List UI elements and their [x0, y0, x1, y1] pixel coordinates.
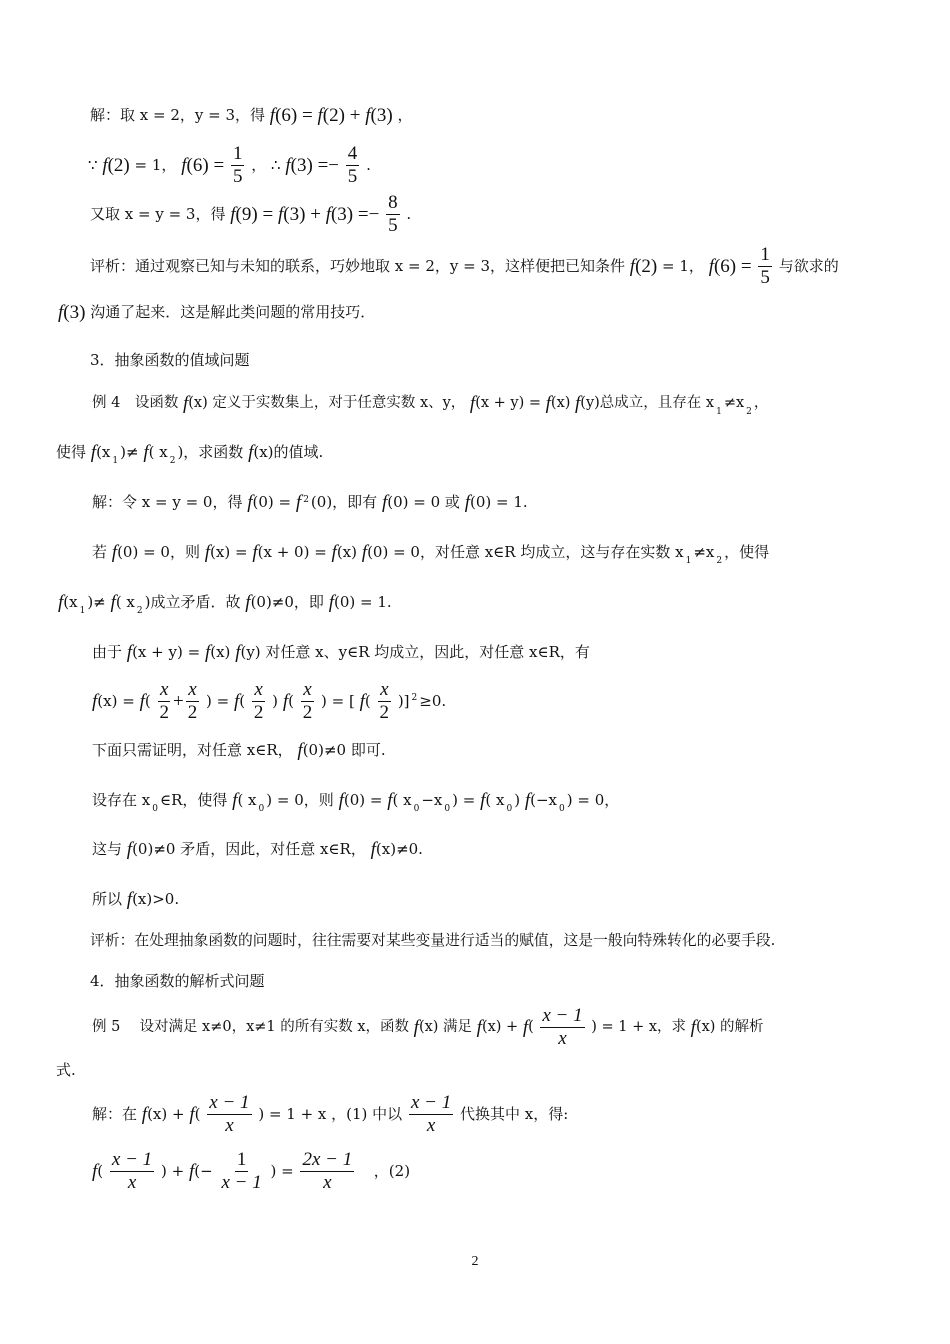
comment-line-1: 评析：通过观察已知与未知的联系，巧妙地取 x = 2，y = 3，这样便把已知条件 f(2) = 1， f(6) = $\frac{1}{5}$ 与欲求的: [90, 244, 839, 288]
page-number: 2: [471, 1254, 479, 1269]
fraction-one-fifth-2: $\frac{1}{5}$: [760, 244, 770, 288]
fraction-four-fifths: $\frac{4}{5}$: [347, 143, 358, 187]
since-line-2: 由于 f(x + y) = f(x) f(y) 对任意 x、y∈R 均成立，因此，对任意 x∈R，有: [92, 642, 590, 663]
example-4-line-1: 例 4 设函数 f(x) 定义于实数集上，对于任意实数 x、y， f(x + y) = f(x) f(y)总成立，且存在 x1≠x2，: [92, 393, 769, 417]
example-5-line-1: 例 5 设对满足 x≠0，x≠1 的所有实数 x，函数 f(x) 满足 f(x) + f( $\frac{x - 1}{x}$ ) = 1 + x，求 f(x) 的解析: [92, 1005, 764, 1049]
comment-line-3: 评析：在处理抽象函数的问题时，往往需要对某些变量进行适当的赋值，这是一般向特殊转化的必要手段.: [90, 932, 776, 949]
example-5-line-2: 式.: [56, 1060, 76, 1079]
section-3-heading: 3．抽象函数的值域问题: [90, 350, 250, 369]
fraction-x-minus-1-over-x: $\frac{x - 1}{x}$: [542, 1005, 583, 1049]
solution-line-1: 解：取 x = 2，y = 3，得 f(6) = f(2) + f(3) ，: [90, 105, 413, 126]
solution-4-line: 解：令 x = y = 0，得 f(0) = f 2 (0)，即有 f(0) = 0 或 f(0) = 1.: [92, 492, 528, 513]
need-to-prove-line: 下面只需证明，对任意 x∈R， f(0)≠0 即可.: [92, 740, 386, 761]
exist-line: 设存在 x 0 ∈R，使得 f( x 0 ) = 0，则 f(0) = f( x 0 −x 0 ) = f( x 0 ) f(−x 0 ) = 0，: [92, 790, 620, 814]
contradiction-line: 这与 f(0)≠0 矛盾，因此，对任意 x∈R， f(x)≠0.: [92, 839, 423, 860]
case-zero-line-2: f(x 1 )≠ f( x 2 )成立矛盾．故 f(0)≠0，即 f(0) = 1.: [58, 592, 392, 616]
comment-line-2: f(3) 沟通了起来．这是解此类问题的常用技巧．: [58, 302, 376, 323]
fraction-eight-fifths: $\frac{8}{5}$: [388, 192, 398, 236]
square-identity-line: f(x) = f( $\frac{x}{2}$ + $\frac{x}{2}$ ) = f( $\frac{x}{2}$ ) f( $\frac{x}{2}$ ) = [ f( $\frac{x}{2}$ )] 2 ≥0.: [92, 679, 447, 723]
conclusion-line: 所以 f(x)>0.: [92, 889, 180, 910]
since-line: ∵ f(2) = 1， f(6) = $\frac{1}{5}$ ， ∴ f(3) =− $\frac{4}{5}$ .: [88, 143, 371, 187]
equation-2-line: f( $\frac{x - 1}{x}$ ) + f(− $\frac{1}{x - 1}$ ) = $\frac{2x - 1}{x}$ ，(2): [92, 1149, 411, 1193]
case-zero-line-1: 若 f(0) = 0，则 f(x) = f(x + 0) = f(x) f(0) = 0，对任意 x∈R 均成立，这与存在实数 x 1≠x 2 ，使得: [92, 542, 770, 566]
section-4-heading: 4．抽象函数的解析式问题: [90, 971, 265, 990]
solution-5-line: 解：在 f(x) + f( $\frac{x - 1}{x}$ ) = 1 + x ，(1) 中以 $\frac{x - 1}{x}$ 代换其中 x，得:: [92, 1092, 569, 1136]
fraction-one-fifth: $\frac{1}{5}$: [232, 143, 243, 187]
example-4-line-2: 使得 f(x 1 )≠ f( x 2 )，求函数 f(x)的值域.: [56, 442, 324, 466]
again-line: 又取 x = y = 3，得 f(9) = f(3) + f(3) =− $\frac{8}{5}$ .: [90, 192, 412, 236]
